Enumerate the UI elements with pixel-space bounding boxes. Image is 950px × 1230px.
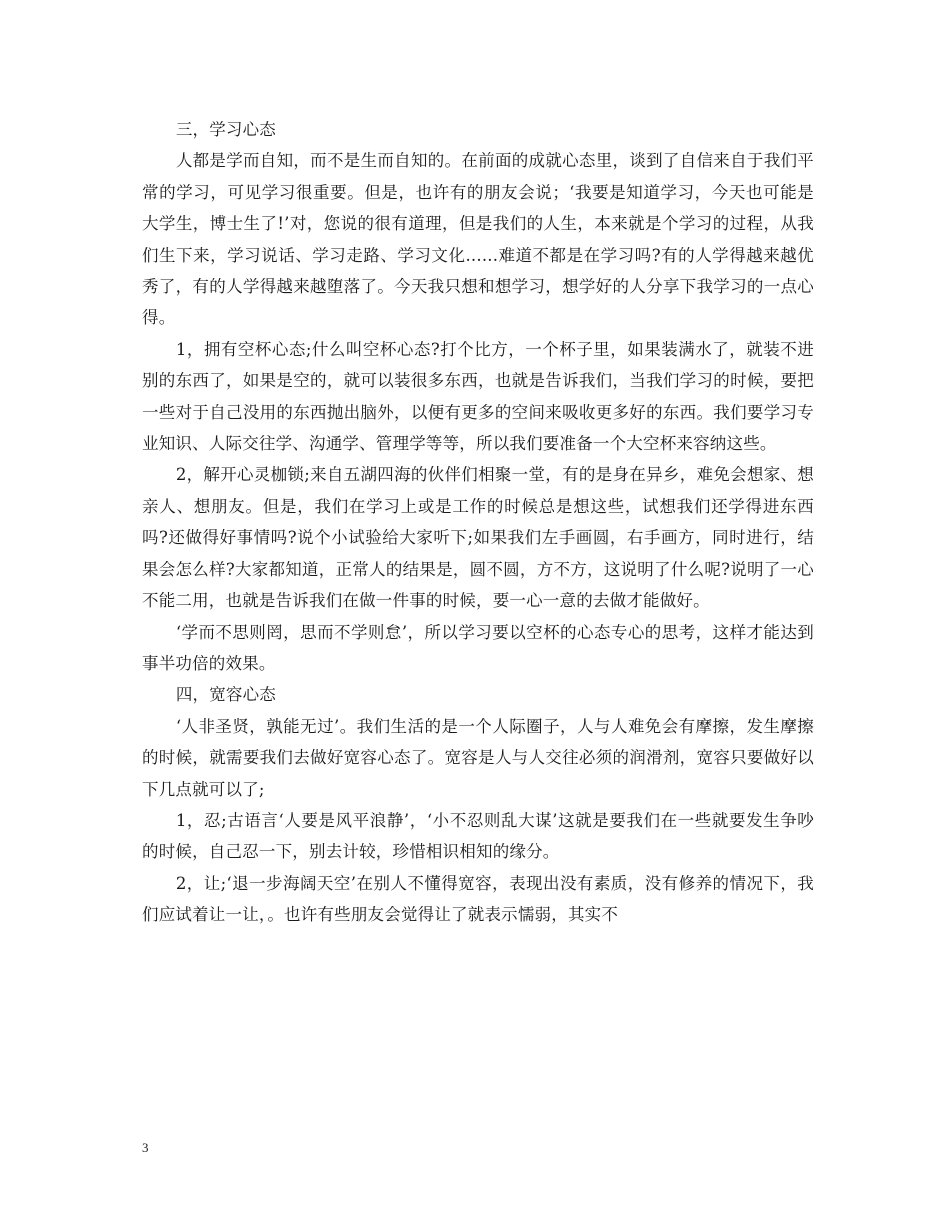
paragraph-unlock-mind: 2，解开心灵枷锁;来自五湖四海的伙伴们相聚一堂，有的是身在异乡，难免会想家、想亲人、想朋友。但是，我们在学习上或是工作的时候总是想这些，试想我们还学得进东西吗?还做得好事情吗?说个小试验给大家听下;如果我们左手画圆，右手画方，同时进行，结果会怎么样?大家都知道，正常人的结果是，圆不圆，方不方，这说明了什么呢?说明了一心不能二用，也就是告诉我们在做一件事的时候，要一心一意的去做才能做好。: [142, 465, 814, 611]
page-number: 3: [142, 1140, 149, 1155]
section-heading-tolerance: 四，宽容心态: [175, 685, 277, 705]
paragraph-yield: 2，让;‘退一步海阔天空’在别人不懂得宽容，表现出没有素质，没有修养的情况下，我们应试着让一让，。也许有些朋友会觉得让了就表示懦弱，其实不: [142, 873, 814, 925]
document-body: [142, 114, 814, 931]
paragraph-endure: 1，忍;古语言‘人要是风平浪静’，‘小不忍则乱大谋’这就是要我们在一些就要发生争吵的时候，自己忍一下，别去计较，珍惜相识相知的缘分。: [142, 810, 814, 862]
paragraph-tolerance-intro: ‘人非圣贤，孰能无过’。我们生活的是一个人际圈子，人与人难免会有摩擦，发生摩擦的时候，就需要我们去做好宽容心态了。宽容是人与人交往必须的润滑剂，宽容只要做好以下几点就可以了;: [142, 716, 814, 799]
section-heading-learning: 三，学习心态: [175, 120, 277, 139]
paragraph-learning-intro: 人都是学而自知，而不是生而自知的。在前面的成就心态里，谈到了自信来自于我们平常的学习，可见学习很重要。但是，也许有的朋友会说；‘我要是知道学习，今天也可能是大学生，博士生了!’对，您说的很有道理，但是我们的人生，本来就是个学习的过程，从我们生下来，学习说话、学习走路、学习文化......难道不都是在学习吗?有的人学得越来越优秀了，有的人学得越来越堕落了。今天我只想和想学习，想学好的人分享下我学习的一点心得。: [142, 151, 814, 328]
paragraph-learning-quote: ‘学而不思则罔，思而不学则怠’，所以学习要以空杯的心态专心的思考，这样才能达到事半功倍的效果。: [142, 622, 814, 673]
paragraph-empty-cup: 1，拥有空杯心态;什么叫空杯心态?打个比方，一个杯子里，如果装满水了，就装不进别的东西了，如果是空的，就可以装很多东西，也就是告诉我们，当我们学习的时候，要把一些对于自己没用的东西抛出脑外，以便有更多的空间来吸收更多好的东西。我们要学习专业知识、人际交往学、沟通学、管理学等等，所以我们要准备一个大空杯来容纳这些。: [142, 339, 814, 454]
